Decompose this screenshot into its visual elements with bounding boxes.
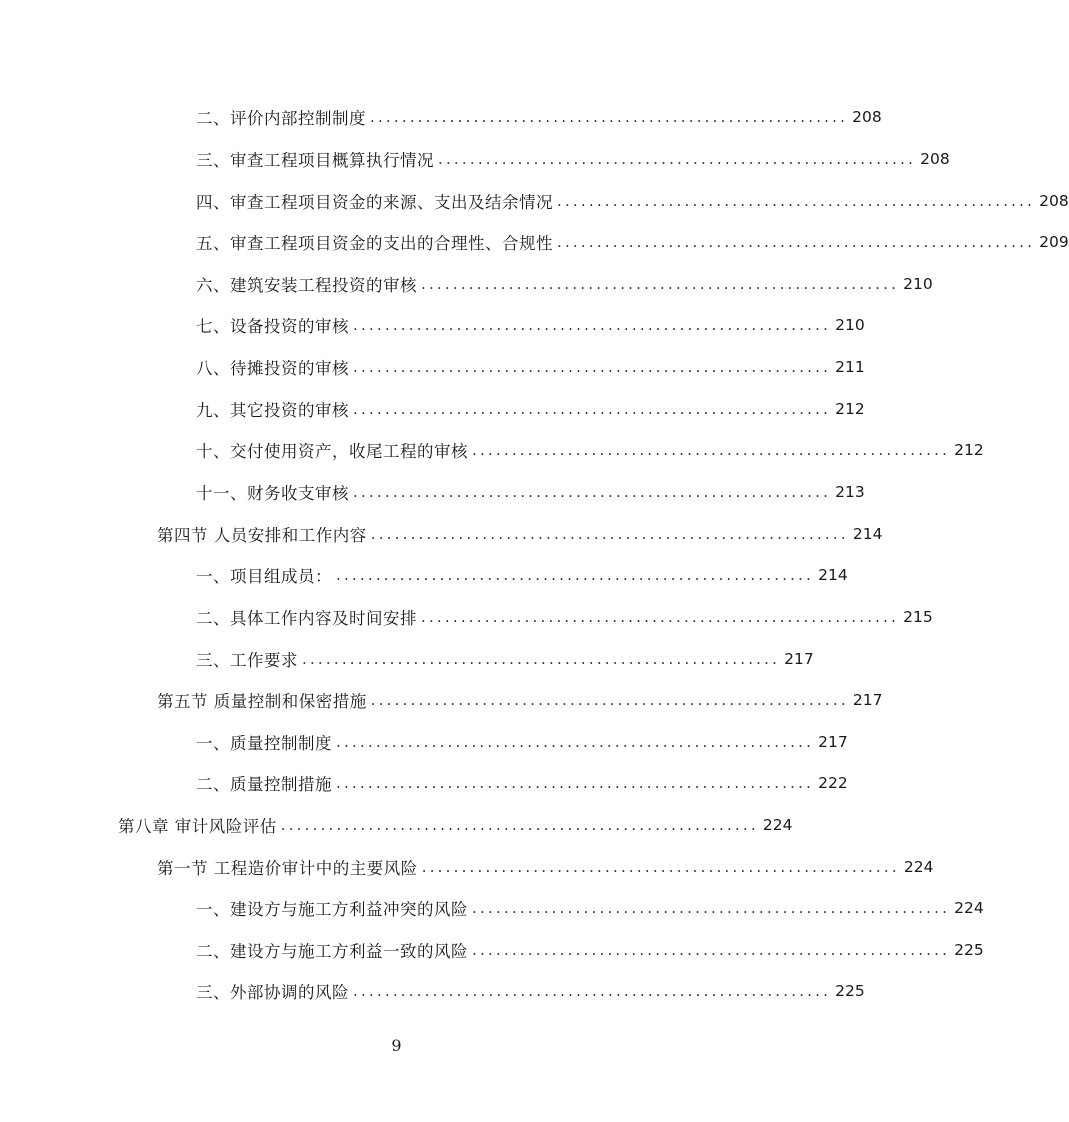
toc-entry-page: 213 [835,483,865,501]
toc-leader-dots: ............................................................ [421,608,900,626]
toc-entry-title: 七、设备投资的审核 [196,317,349,336]
toc-leader-dots: ............................................................ [421,858,900,876]
toc-entry[interactable] [196,227,1069,257]
toc-entry-title: 一、质量控制制度 [196,734,332,753]
toc-entry[interactable] [196,602,933,632]
toc-entry-page: 212 [835,400,865,418]
toc-entry-title: 三、审查工程项目概算执行情况 [196,151,434,170]
toc-leader-dots: ............................................................ [302,650,781,668]
toc-entry-page: 225 [954,941,984,959]
toc-entry-section[interactable] [157,519,883,549]
toc-entry-page: 224 [954,899,984,917]
toc-entry[interactable] [196,935,984,965]
toc-entry-title: 二、具体工作内容及时间安排 [196,609,417,628]
toc-entry[interactable] [196,144,950,174]
toc-leader-dots: ............................................................ [370,525,849,543]
toc-entry-page: 214 [818,566,848,584]
toc-leader-dots: ............................................................ [472,941,951,959]
toc-leader-dots: ............................................................ [472,899,951,917]
toc-entry-page: 211 [835,358,865,376]
toc-entry-title: 第五节 质量控制和保密措施 [157,692,367,711]
toc-leader-dots: ............................................................ [438,150,917,168]
toc-entry-title: 一、项目组成员： [196,567,332,586]
toc-entry-page: 212 [954,441,984,459]
toc-entry-title: 四、审查工程项目资金的来源、支出及结余情况 [196,193,553,212]
toc-entry-page: 210 [903,275,933,293]
toc-entry[interactable] [196,269,933,299]
toc-leader-dots: ............................................................ [336,566,815,584]
toc-entry-title: 一、建设方与施工方利益冲突的风险 [196,900,468,919]
toc-entry-page: 225 [835,982,865,1000]
toc-leader-dots: ............................................................ [353,483,832,501]
toc-entry-title: 二、质量控制措施 [196,775,332,794]
toc-entry-page: 222 [818,774,848,792]
toc-entry-title: 第八章 审计风险评估 [118,817,277,836]
toc-entry-title: 第四节 人员安排和工作内容 [157,526,367,545]
toc-entry[interactable] [196,976,865,1006]
toc-entry[interactable] [196,310,865,340]
toc-entry-page: 215 [903,608,933,626]
toc-entry-page: 217 [818,733,848,751]
toc-entry-page: 217 [784,650,814,668]
toc-entry-title: 三、外部协调的风险 [196,983,349,1002]
toc-leader-dots: ............................................................ [557,233,1036,251]
toc-leader-dots: ............................................................ [370,108,849,126]
toc-entry[interactable] [196,560,848,590]
toc-entry-page: 217 [852,691,883,709]
toc-entry[interactable] [196,394,865,424]
toc-entry-page: 224 [762,816,793,834]
toc-entry[interactable] [196,477,865,507]
toc-entry[interactable] [196,893,984,923]
toc-entry[interactable] [196,768,848,798]
toc-entry-page: 209 [1039,233,1069,251]
toc-leader-dots: ............................................................ [472,441,951,459]
toc-entry[interactable] [196,352,865,382]
toc-entry-title: 八、待摊投资的审核 [196,359,349,378]
toc-leader-dots: ............................................................ [336,733,815,751]
toc-entry-title: 三、工作要求 [196,651,298,670]
toc-entry[interactable] [196,186,1069,216]
toc-leader-dots: ............................................................ [353,316,832,334]
toc-leader-dots: ............................................................ [280,816,759,834]
toc-entry-page: 208 [920,150,950,168]
toc-entry-section[interactable] [157,685,883,715]
toc-leader-dots: ............................................................ [353,982,832,1000]
page-number: 9 [391,1036,402,1055]
toc-leader-dots: ............................................................ [370,691,849,709]
toc-entry-title: 第一节 工程造价审计中的主要风险 [157,859,418,878]
toc-leader-dots: ............................................................ [421,275,900,293]
toc-entry-page: 214 [852,525,883,543]
toc-entry-title: 十、交付使用资产，收尾工程的审核 [196,442,468,461]
toc-entry[interactable] [196,435,984,465]
toc-entry-title: 二、评价内部控制制度 [196,109,366,128]
toc-entry-title: 二、建设方与施工方利益一致的风险 [196,942,468,961]
toc-entry-page: 210 [835,316,865,334]
toc-entry-title: 六、建筑安装工程投资的审核 [196,276,417,295]
toc-entry-page: 208 [1039,192,1069,210]
toc-entry-chapter[interactable] [118,810,793,840]
toc-leader-dots: ............................................................ [353,358,832,376]
toc-entry[interactable] [196,727,848,757]
toc-entry-page: 208 [852,108,882,126]
toc-leader-dots: ............................................................ [353,400,832,418]
toc-entry-title: 十一、财务收支审核 [196,484,349,503]
toc-leader-dots: ............................................................ [557,192,1036,210]
toc-entry[interactable] [196,644,814,674]
toc-entry[interactable] [196,102,882,132]
toc-entry-section[interactable] [157,852,934,882]
toc-entry-title: 九、其它投资的审核 [196,401,349,420]
toc-entry-page: 224 [903,858,934,876]
toc-leader-dots: ............................................................ [336,774,815,792]
toc-entry-title: 五、审查工程项目资金的支出的合理性、合规性 [196,234,553,253]
